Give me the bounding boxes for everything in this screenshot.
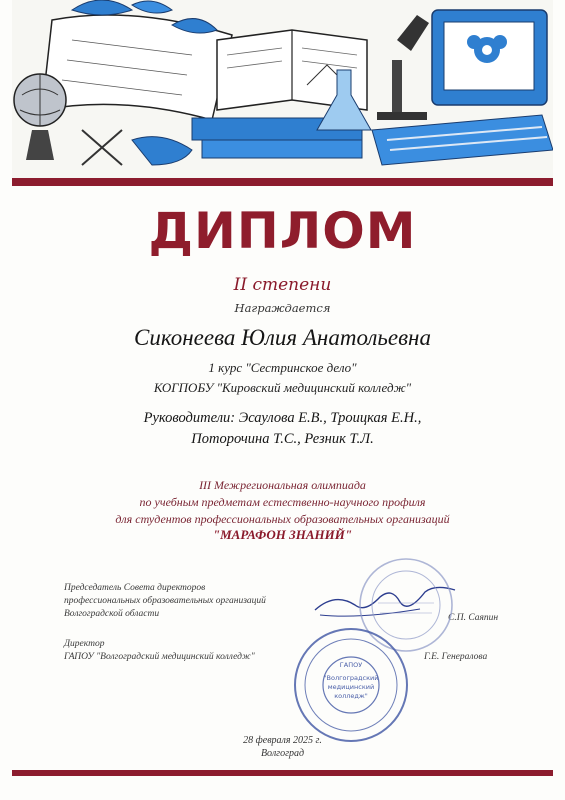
issue-city: Волгоград	[260, 748, 305, 759]
chairman-title-line-2: профессиональных образовательных организаций	[64, 596, 266, 606]
director-title-block	[64, 638, 255, 664]
chairman-title-line-3: Волгоградской области	[64, 609, 160, 619]
supervisors-line-2: Поторочина Т.С., Резник Т.Л.	[191, 431, 374, 447]
awarded-label: Награждается	[234, 301, 331, 315]
seal-line-4: колледж"	[334, 692, 368, 700]
bottom-accent-band	[12, 770, 553, 776]
chairman-name: С.П. Саяпин	[448, 613, 499, 623]
issue-date: 28 февраля 2025 г.	[243, 735, 322, 746]
director-name: Г.Е. Генералова	[424, 652, 488, 662]
course-line: 1 курс "Сестринское дело"	[208, 360, 357, 375]
director-title-line-1: Директор	[64, 639, 105, 649]
official-seal	[292, 626, 410, 744]
seal-line-3: медицинский	[327, 683, 375, 691]
olympiad-name: "МАРАФОН ЗНАНИЙ"	[212, 527, 353, 542]
supervisors-line-1: Руководители: Эсаулова Е.В., Троицкая Е.Н.,	[143, 410, 422, 426]
diploma-degree: II степени	[233, 275, 332, 295]
olympiad-line-3: для студентов профессиональных образовательных организаций	[115, 512, 450, 526]
seal-line-2: "Волгоградский	[323, 674, 379, 682]
header-illustration	[12, 0, 553, 178]
seal-line-1: ГАПОУ	[339, 661, 363, 669]
recipient-name: Сиконеева Юлия Анатольевна	[134, 325, 431, 350]
college-line: КОГПОБУ "Кировский медицинский колледж"	[153, 380, 412, 395]
olympiad-line-2: по учебным предметам естественно-научного профиля	[139, 495, 426, 509]
director-title-line-2: ГАПОУ "Волгоградский медицинский колледж"	[64, 652, 255, 662]
diploma-title: ДИПЛОМ	[148, 202, 417, 260]
chairman-title-line-1: Председатель Совета директоров	[64, 583, 206, 593]
olympiad-line-1: III Межрегиональная олимпиада	[199, 478, 366, 492]
chairman-title-block	[64, 582, 266, 621]
top-accent-band	[12, 178, 553, 186]
